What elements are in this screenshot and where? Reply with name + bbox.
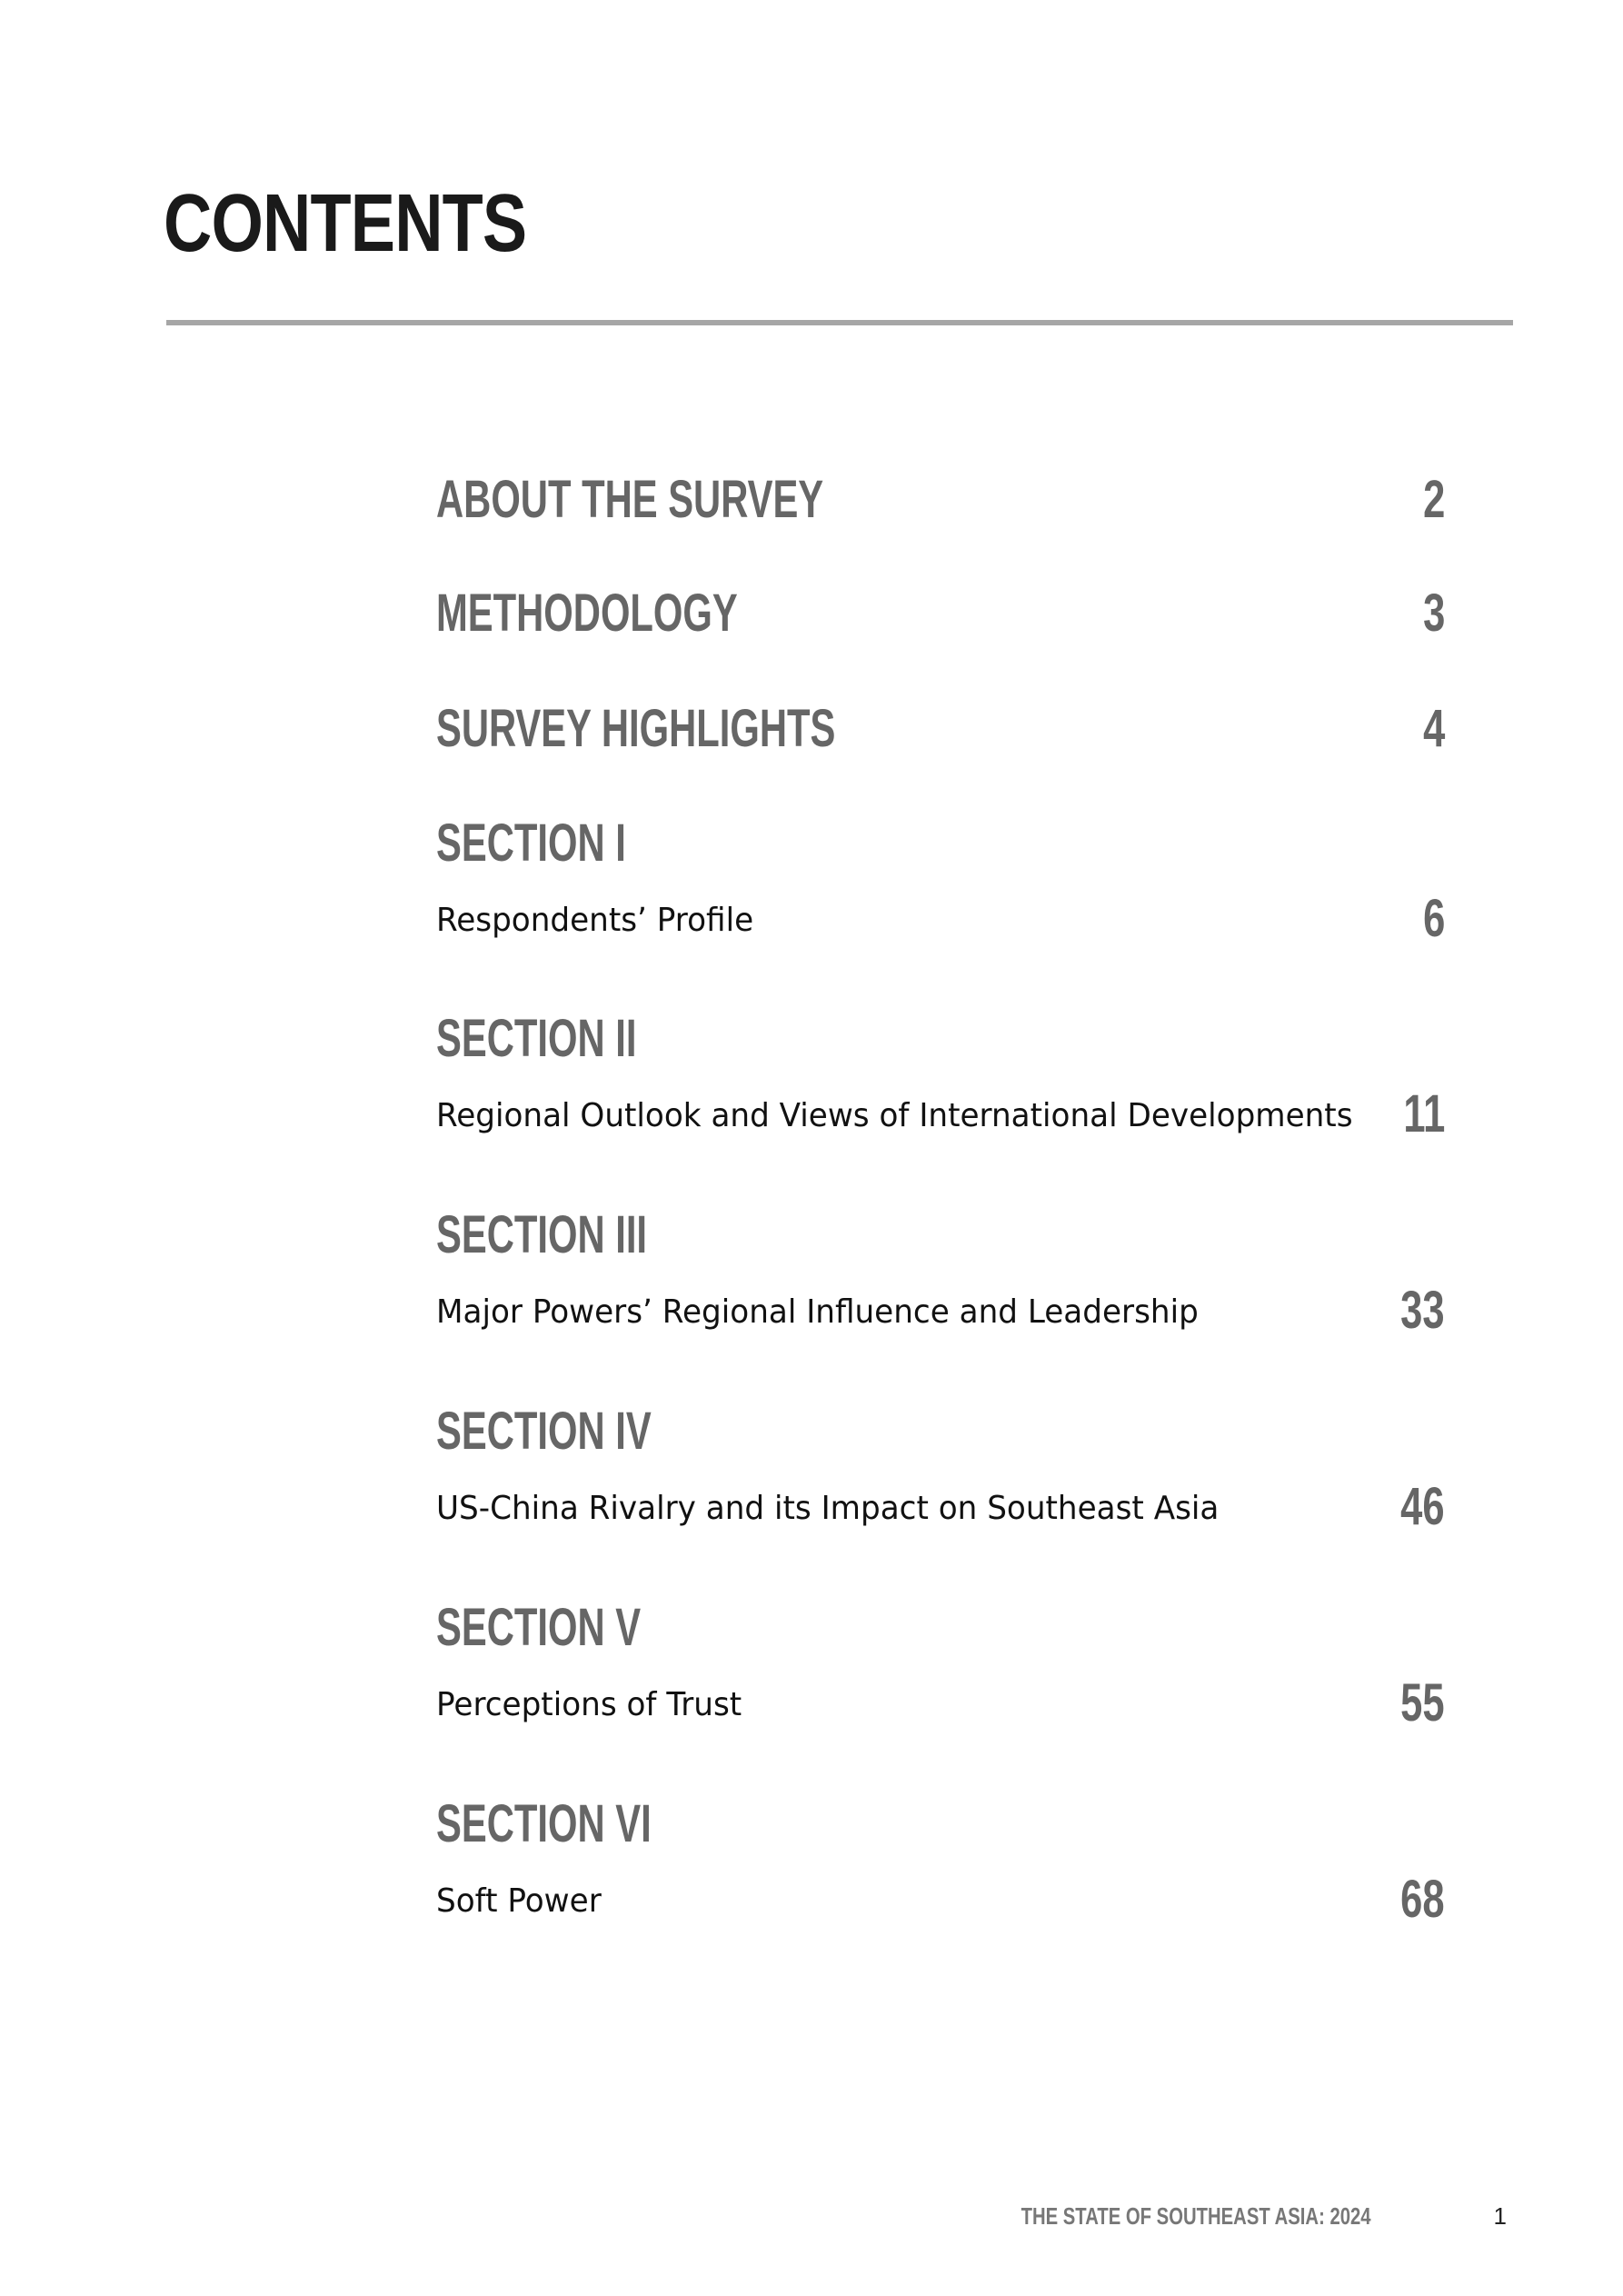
- footer-page-number: 1: [1493, 2202, 1507, 2230]
- toc-entry-methodology[interactable]: [436, 582, 1445, 645]
- toc-entry-survey-highlights[interactable]: [436, 697, 1445, 761]
- toc-page-number: 6: [1422, 889, 1445, 948]
- toc-heading: SURVEY HIGHLIGHTS: [436, 699, 836, 758]
- toc-subtitle: Major Powers’ Regional Influence and Leadership: [436, 1293, 1199, 1331]
- toc-heading: SECTION IV: [436, 1402, 652, 1461]
- toc-entry-section-ii[interactable]: [436, 1007, 1445, 1153]
- toc-entry-section-iv[interactable]: [436, 1400, 1445, 1545]
- toc-page-number: 68: [1400, 1870, 1445, 1929]
- toc-subtitle: US-China Rivalry and its Impact on Southeast Asia: [436, 1490, 1220, 1527]
- toc-heading: SECTION II: [436, 1009, 637, 1068]
- page-title: CONTENTS: [164, 178, 527, 269]
- toc-heading: SECTION VI: [436, 1794, 652, 1853]
- toc-entry-section-v[interactable]: [436, 1596, 1445, 1742]
- toc-heading: METHODOLOGY: [436, 584, 738, 643]
- toc-subtitle: Perceptions of Trust: [436, 1686, 742, 1723]
- toc-heading: SECTION V: [436, 1598, 642, 1657]
- toc-entry-section-vi[interactable]: [436, 1792, 1445, 1938]
- title-divider: [166, 320, 1513, 325]
- toc-heading: SECTION I: [436, 814, 626, 873]
- footer-publication-title: THE STATE OF SOUTHEAST ASIA: 2024: [1021, 2202, 1371, 2230]
- toc-page-number: 3: [1422, 584, 1445, 643]
- toc-subtitle: Soft Power: [436, 1882, 602, 1920]
- toc-subtitle: Respondents’ Profile: [436, 902, 754, 939]
- toc-heading: ABOUT THE SURVEY: [436, 470, 824, 529]
- toc-entry-about-the-survey[interactable]: [436, 468, 1445, 532]
- toc-entry-section-iii[interactable]: [436, 1203, 1445, 1349]
- toc-heading: SECTION III: [436, 1205, 648, 1264]
- toc-page-number: 11: [1403, 1084, 1445, 1143]
- toc-page-number: 4: [1422, 699, 1445, 758]
- toc-page-number: 2: [1422, 470, 1445, 529]
- toc-page-number: 46: [1400, 1477, 1445, 1536]
- toc-page-number: 33: [1400, 1281, 1445, 1340]
- toc-entry-section-i[interactable]: [436, 812, 1445, 957]
- toc-page-number: 55: [1400, 1673, 1445, 1732]
- toc-subtitle: Regional Outlook and Views of International Developments: [436, 1097, 1353, 1134]
